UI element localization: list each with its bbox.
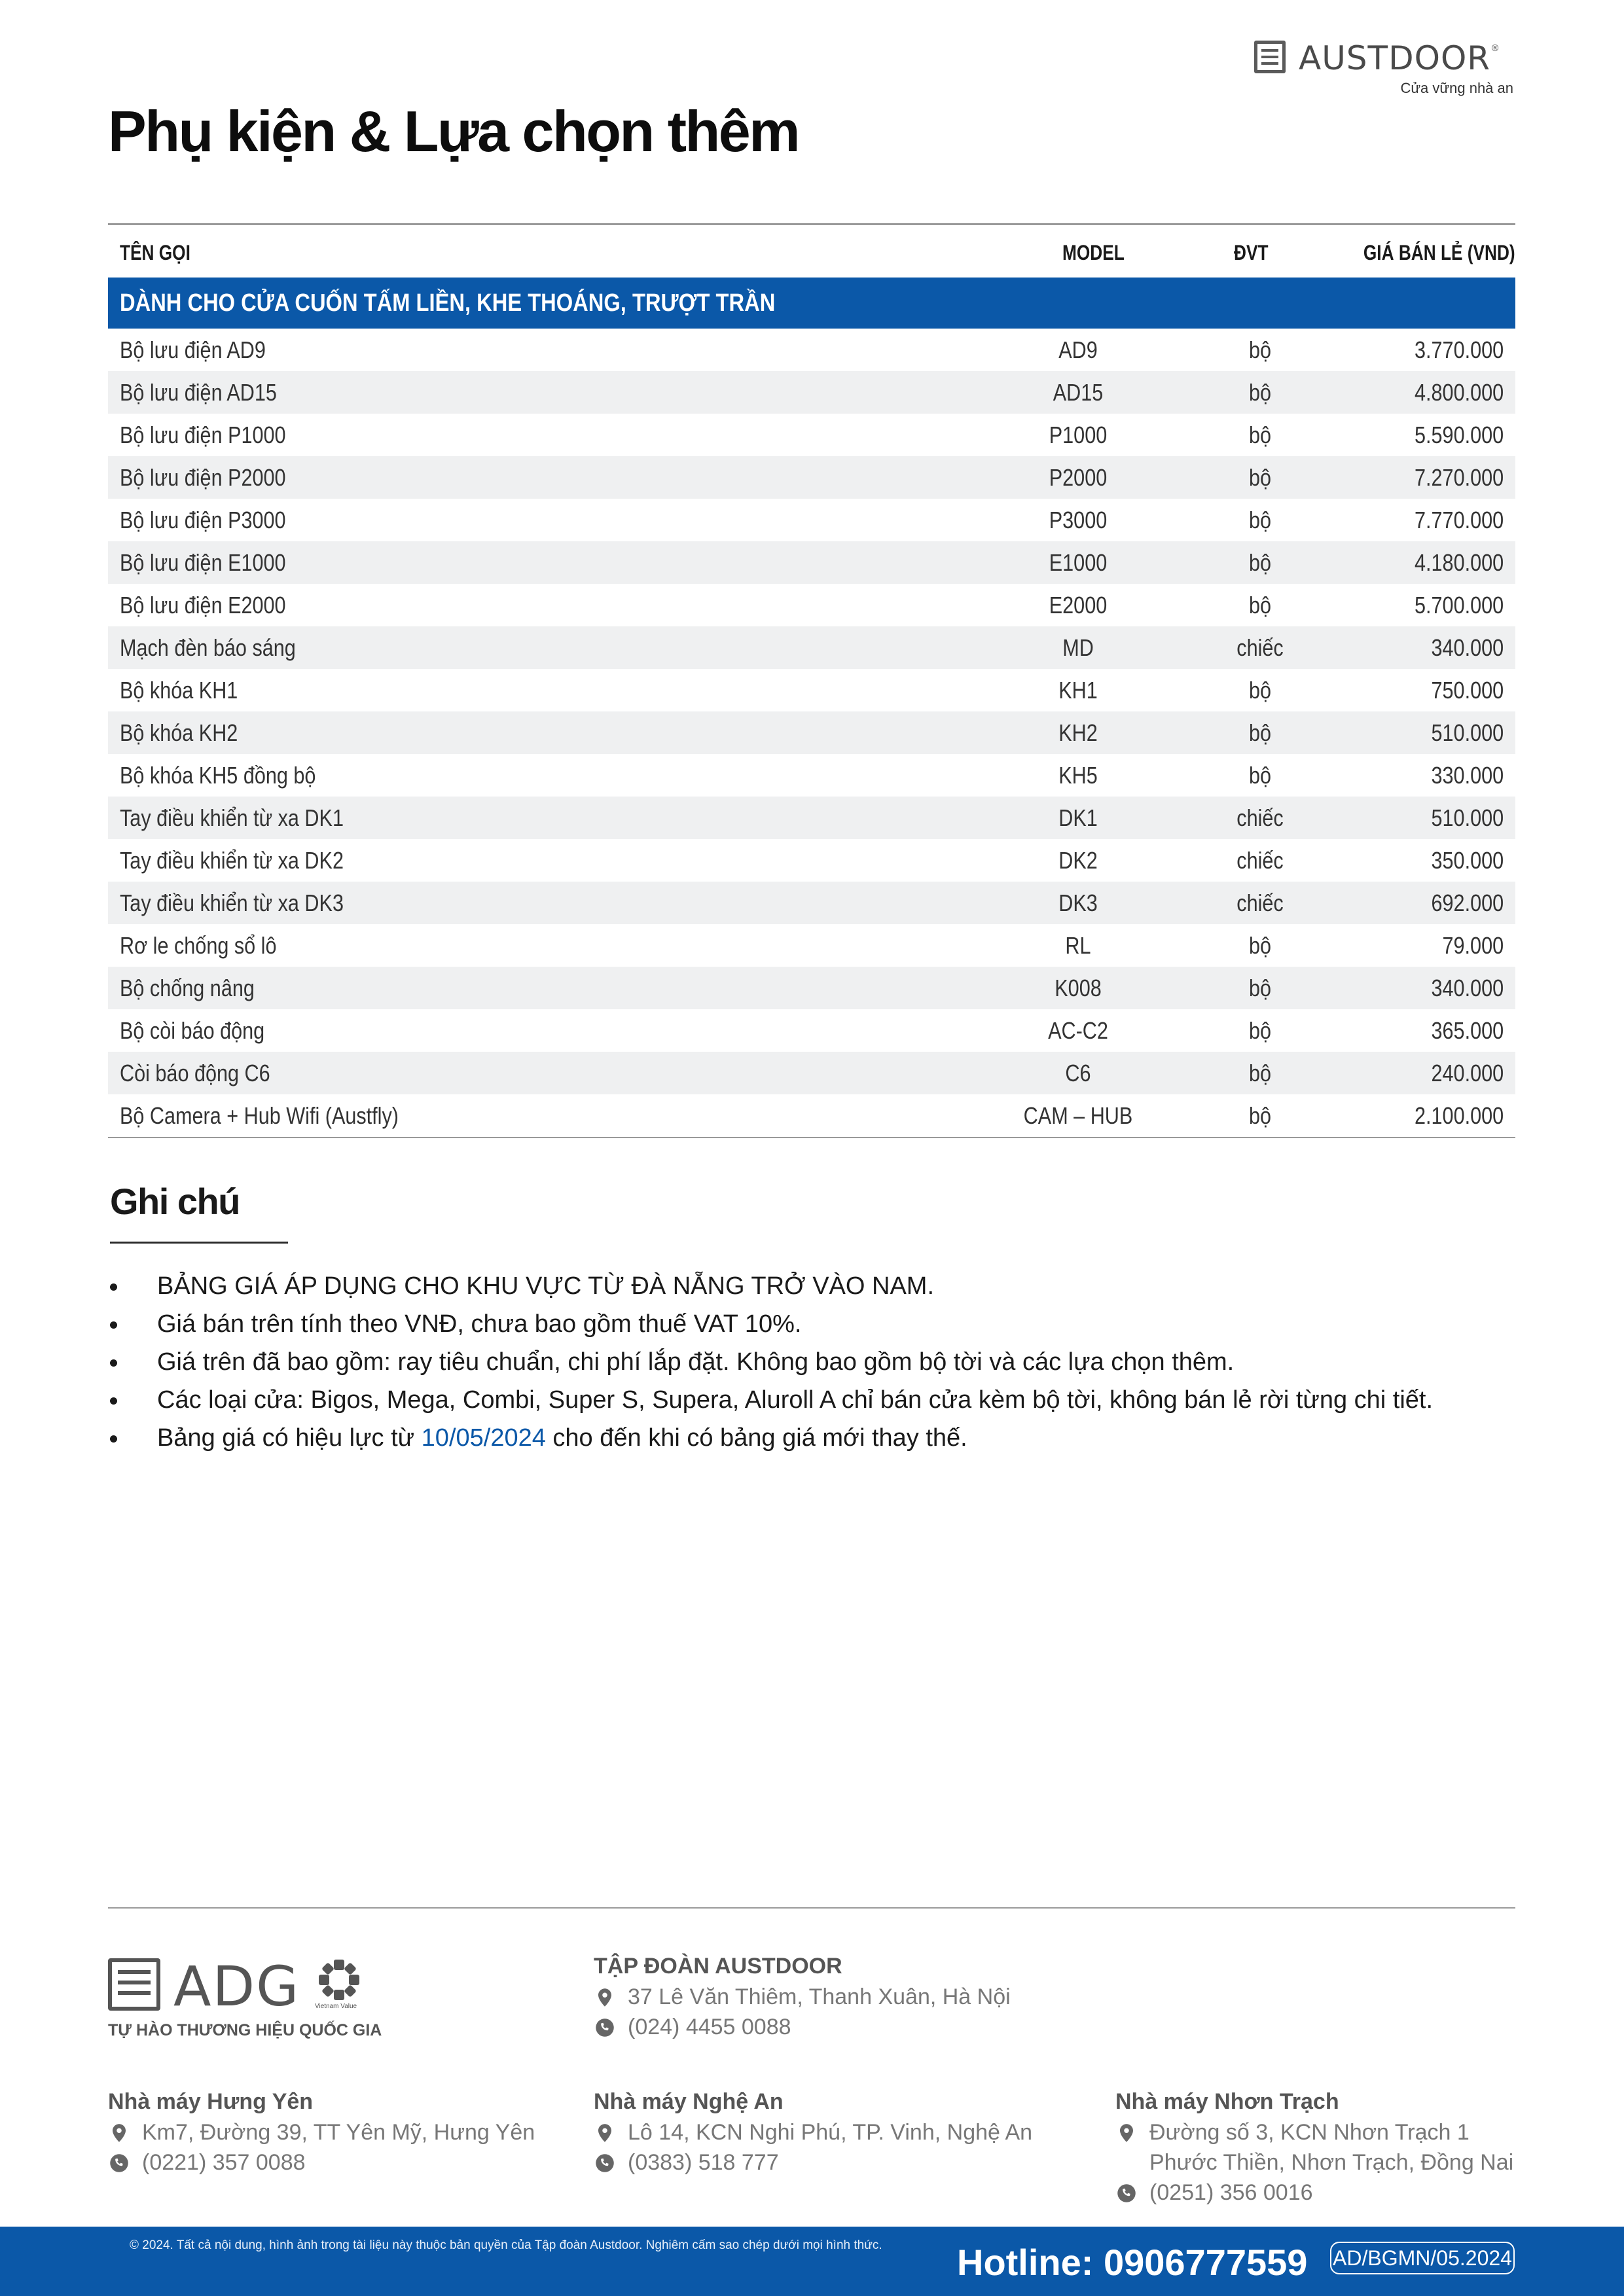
factory-address: Lô 14, KCN Nghi Phú, TP. Vinh, Nghệ An bbox=[628, 2120, 1033, 2145]
cell-unit: bộ bbox=[1248, 592, 1272, 619]
cell-name: Bộ chống nâng bbox=[120, 975, 255, 1001]
cell-name: Bộ lưu điện AD15 bbox=[120, 379, 277, 406]
cell-unit: bộ bbox=[1248, 762, 1272, 789]
footer-bar bbox=[0, 2227, 1624, 2296]
factory-phone: (0383) 518 777 bbox=[628, 2150, 779, 2175]
cell-model: E2000 bbox=[1049, 592, 1108, 619]
table-bottom-rule bbox=[108, 1137, 1515, 1138]
cell-price: 5.590.000 bbox=[1414, 422, 1504, 448]
cell-unit: chiếc bbox=[1236, 804, 1284, 831]
table-row bbox=[108, 669, 1515, 711]
cell-model: KH1 bbox=[1058, 677, 1098, 704]
table-row bbox=[108, 924, 1515, 967]
cell-price: 79.000 bbox=[1442, 932, 1504, 959]
austdoor-logo-icon bbox=[1254, 41, 1286, 73]
cell-price: 510.000 bbox=[1431, 804, 1504, 831]
cell-unit: bộ bbox=[1248, 422, 1272, 448]
cell-model: E1000 bbox=[1049, 549, 1108, 576]
cell-name: Rơ le chống sổ lô bbox=[120, 932, 277, 959]
phone-icon bbox=[595, 2153, 615, 2173]
cell-unit: bộ bbox=[1248, 677, 1272, 704]
cell-price: 2.100.000 bbox=[1414, 1102, 1504, 1129]
validity-text-before: Bảng giá có hiệu lực từ bbox=[157, 1424, 422, 1452]
cell-unit: bộ bbox=[1248, 507, 1272, 533]
cell-model: MD bbox=[1062, 634, 1094, 661]
office-hung-yen bbox=[108, 2089, 535, 2178]
cell-name: Còi báo động C6 bbox=[120, 1060, 270, 1086]
cell-price: 5.700.000 bbox=[1414, 592, 1504, 619]
hq-phone: (024) 4455 0088 bbox=[628, 2015, 791, 2039]
notes-list bbox=[108, 1267, 1433, 1457]
table-row bbox=[108, 1052, 1515, 1094]
cell-model: DK3 bbox=[1058, 889, 1098, 916]
cell-price: 4.800.000 bbox=[1414, 379, 1504, 406]
cell-price: 3.770.000 bbox=[1414, 336, 1504, 363]
hq-title: TẬP ĐOÀN AUSTDOOR bbox=[594, 1954, 842, 1979]
table-row bbox=[108, 541, 1515, 584]
cell-unit: bộ bbox=[1248, 1017, 1272, 1044]
cell-name: Bộ lưu điện AD9 bbox=[120, 336, 266, 363]
brand-tagline: Cửa vững nhà an bbox=[1400, 80, 1513, 96]
vietnam-value-label: Vietnam Value bbox=[315, 2003, 357, 2010]
factory-title: Nhà máy Hưng Yên bbox=[108, 2089, 314, 2114]
note-item: BẢNG GIÁ ÁP DỤNG CHO KHU VỰC TỪ ĐÀ NẴNG TRỞ VÀO NAM. bbox=[108, 1267, 1433, 1305]
notes-title: Ghi chú bbox=[110, 1181, 240, 1222]
location-pin-icon bbox=[595, 2123, 615, 2143]
table-body bbox=[108, 329, 1515, 1137]
cell-price: 240.000 bbox=[1431, 1060, 1504, 1086]
cell-name: Bộ khóa KH2 bbox=[120, 719, 238, 746]
note-item: Giá trên đã bao gồm: ray tiêu chuẩn, chi phí lắp đặt. Không bao gồm bộ tời và các lựa chọn thêm. bbox=[108, 1343, 1433, 1381]
table-row bbox=[108, 839, 1515, 882]
cell-unit: bộ bbox=[1248, 1102, 1272, 1129]
validity-text-after: cho đến khi có bảng giá mới thay thế. bbox=[545, 1424, 967, 1452]
cell-model: P3000 bbox=[1049, 507, 1108, 533]
table-header bbox=[108, 225, 1515, 278]
cell-price: 510.000 bbox=[1431, 719, 1504, 746]
adg-door-icon bbox=[108, 1958, 160, 2011]
table-row bbox=[108, 456, 1515, 499]
factory-address-line2: Phước Thiền, Nhơn Trạch, Đồng Nai bbox=[1149, 2150, 1514, 2175]
cell-price: 4.180.000 bbox=[1414, 549, 1504, 576]
cell-name: Bộ Camera + Hub Wifi (Austfly) bbox=[120, 1102, 399, 1129]
table-row bbox=[108, 711, 1515, 754]
factory-address: Km7, Đường 39, TT Yên Mỹ, Hưng Yên bbox=[142, 2120, 535, 2145]
factory-address: Đường số 3, KCN Nhơn Trạch 1 bbox=[1149, 2120, 1470, 2145]
cell-unit: bộ bbox=[1248, 336, 1272, 363]
cell-model: CAM – HUB bbox=[1023, 1102, 1133, 1129]
table-row bbox=[108, 882, 1515, 924]
cell-price: 692.000 bbox=[1431, 889, 1504, 916]
cell-price: 340.000 bbox=[1431, 975, 1504, 1001]
cell-unit: chiếc bbox=[1236, 889, 1284, 916]
table-row bbox=[108, 499, 1515, 541]
location-pin-icon bbox=[109, 2123, 129, 2143]
cell-model: KH2 bbox=[1058, 719, 1098, 746]
phone-icon bbox=[1117, 2183, 1136, 2203]
cell-price: 750.000 bbox=[1431, 677, 1504, 704]
notes-underline bbox=[110, 1242, 288, 1244]
header-model: MODEL bbox=[1062, 241, 1125, 264]
cell-name: Mạch đèn báo sáng bbox=[120, 634, 296, 661]
cell-name: Bộ khóa KH1 bbox=[120, 677, 238, 704]
cell-price: 330.000 bbox=[1431, 762, 1504, 789]
note-item: Giá bán trên tính theo VNĐ, chưa bao gồm thuế VAT 10%. bbox=[108, 1305, 1433, 1343]
table-row bbox=[108, 584, 1515, 626]
cell-model: P2000 bbox=[1049, 464, 1108, 491]
cell-price: 340.000 bbox=[1431, 634, 1504, 661]
footer-rule bbox=[108, 1907, 1515, 1909]
cell-unit: chiếc bbox=[1236, 634, 1284, 661]
cell-name: Bộ còi báo động bbox=[120, 1017, 265, 1044]
cell-name: Bộ lưu điện P3000 bbox=[120, 507, 286, 533]
table-row bbox=[108, 371, 1515, 414]
cell-model: RL bbox=[1065, 932, 1091, 959]
cell-unit: bộ bbox=[1248, 379, 1272, 406]
cell-model: K008 bbox=[1055, 975, 1102, 1001]
document-code: AD/BGMN/05.2024 bbox=[1330, 2242, 1515, 2274]
cell-unit: chiếc bbox=[1236, 847, 1284, 874]
hq-address: 37 Lê Văn Thiêm, Thanh Xuân, Hà Nội bbox=[628, 1984, 1011, 2009]
header-name: TÊN GỌI bbox=[120, 241, 190, 264]
factory-phone: (0221) 357 0088 bbox=[142, 2150, 306, 2175]
office-nghe-an bbox=[594, 2089, 1032, 2178]
table-row bbox=[108, 967, 1515, 1009]
page-title: Phụ kiện & Lựa chọn thêm bbox=[108, 99, 799, 164]
cell-unit: bộ bbox=[1248, 464, 1272, 491]
cell-model: DK2 bbox=[1058, 847, 1098, 874]
cell-name: Tay điều khiển từ xa DK2 bbox=[120, 847, 344, 874]
cell-price: 7.770.000 bbox=[1414, 507, 1504, 533]
cell-price: 7.270.000 bbox=[1414, 464, 1504, 491]
cell-unit: bộ bbox=[1248, 719, 1272, 746]
note-item-validity bbox=[108, 1419, 1433, 1457]
cell-unit: bộ bbox=[1248, 549, 1272, 576]
cell-name: Bộ lưu điện P1000 bbox=[120, 422, 286, 448]
table-row bbox=[108, 626, 1515, 669]
cell-name: Bộ lưu điện P2000 bbox=[120, 464, 286, 491]
table-row bbox=[108, 1094, 1515, 1137]
note-item: Các loại cửa: Bigos, Mega, Combi, Super S, Supera, Aluroll A chỉ bán cửa kèm bộ tời, không bán lẻ rời từng chi tiết. bbox=[108, 1381, 1433, 1419]
brand-name: AUSTDOOR bbox=[1299, 39, 1491, 77]
cell-price: 350.000 bbox=[1431, 847, 1504, 874]
hotline[interactable]: Hotline: 0906777559 bbox=[957, 2242, 1308, 2283]
cell-model: DK1 bbox=[1058, 804, 1098, 831]
cell-model: KH5 bbox=[1058, 762, 1098, 789]
header-unit: ĐVT bbox=[1234, 241, 1269, 264]
cell-name: Tay điều khiển từ xa DK3 bbox=[120, 889, 344, 916]
cell-unit: bộ bbox=[1248, 975, 1272, 1001]
office-nhon-trach bbox=[1115, 2089, 1513, 2208]
cell-model: C6 bbox=[1065, 1060, 1091, 1086]
cell-name: Tay điều khiển từ xa DK1 bbox=[120, 804, 344, 831]
cell-unit: bộ bbox=[1248, 932, 1272, 959]
cell-unit: bộ bbox=[1248, 1060, 1272, 1086]
location-pin-icon bbox=[595, 1988, 615, 2007]
table-section-header bbox=[108, 278, 1515, 329]
factory-title: Nhà máy Nhơn Trạch bbox=[1115, 2089, 1339, 2114]
office-hq bbox=[594, 1954, 1011, 2042]
cell-model: AD15 bbox=[1053, 379, 1104, 406]
cell-name: Bộ khóa KH5 đồng bộ bbox=[120, 762, 316, 789]
location-pin-icon bbox=[1117, 2123, 1136, 2143]
factory-title: Nhà máy Nghệ An bbox=[594, 2089, 784, 2114]
adg-slogan: TỰ HÀO THƯƠNG HIỆU QUỐC GIA bbox=[108, 2021, 382, 2039]
cell-model: AC-C2 bbox=[1048, 1017, 1108, 1044]
copyright: © 2024. Tất cả nội dung, hình ảnh trong tài liệu này thuộc bản quyền của Tập đoàn Austdoor. Nghiêm cấm sao chép dưới mọi hình thức. bbox=[130, 2238, 882, 2252]
header-price: GIÁ BÁN LẺ (VND) bbox=[1363, 241, 1515, 264]
cell-name: Bộ lưu điện E1000 bbox=[120, 549, 286, 576]
phone-icon bbox=[595, 2018, 615, 2037]
cell-model: P1000 bbox=[1049, 422, 1108, 448]
cell-name: Bộ lưu điện E2000 bbox=[120, 592, 286, 619]
table-row bbox=[108, 329, 1515, 371]
price-table bbox=[108, 223, 1515, 1138]
phone-icon bbox=[109, 2153, 129, 2173]
adg-name: ADG bbox=[173, 1954, 300, 2018]
cell-model: AD9 bbox=[1058, 336, 1098, 363]
vietnam-value-icon bbox=[316, 1957, 362, 2003]
austdoor-logo: AUSTDOOR® Cửa vững nhà an bbox=[1254, 41, 1516, 99]
table-row bbox=[108, 797, 1515, 839]
cell-price: 365.000 bbox=[1431, 1017, 1504, 1044]
factory-phone: (0251) 356 0016 bbox=[1149, 2180, 1313, 2205]
adg-logo bbox=[108, 1954, 389, 2042]
table-row bbox=[108, 754, 1515, 797]
section-title: DÀNH CHO CỬA CUỐN TẤM LIỀN, KHE THOÁNG, TRƯỢT TRẦN bbox=[120, 289, 776, 317]
validity-date: 10/05/2024 bbox=[421, 1424, 546, 1452]
table-row bbox=[108, 414, 1515, 456]
table-row bbox=[108, 1009, 1515, 1052]
